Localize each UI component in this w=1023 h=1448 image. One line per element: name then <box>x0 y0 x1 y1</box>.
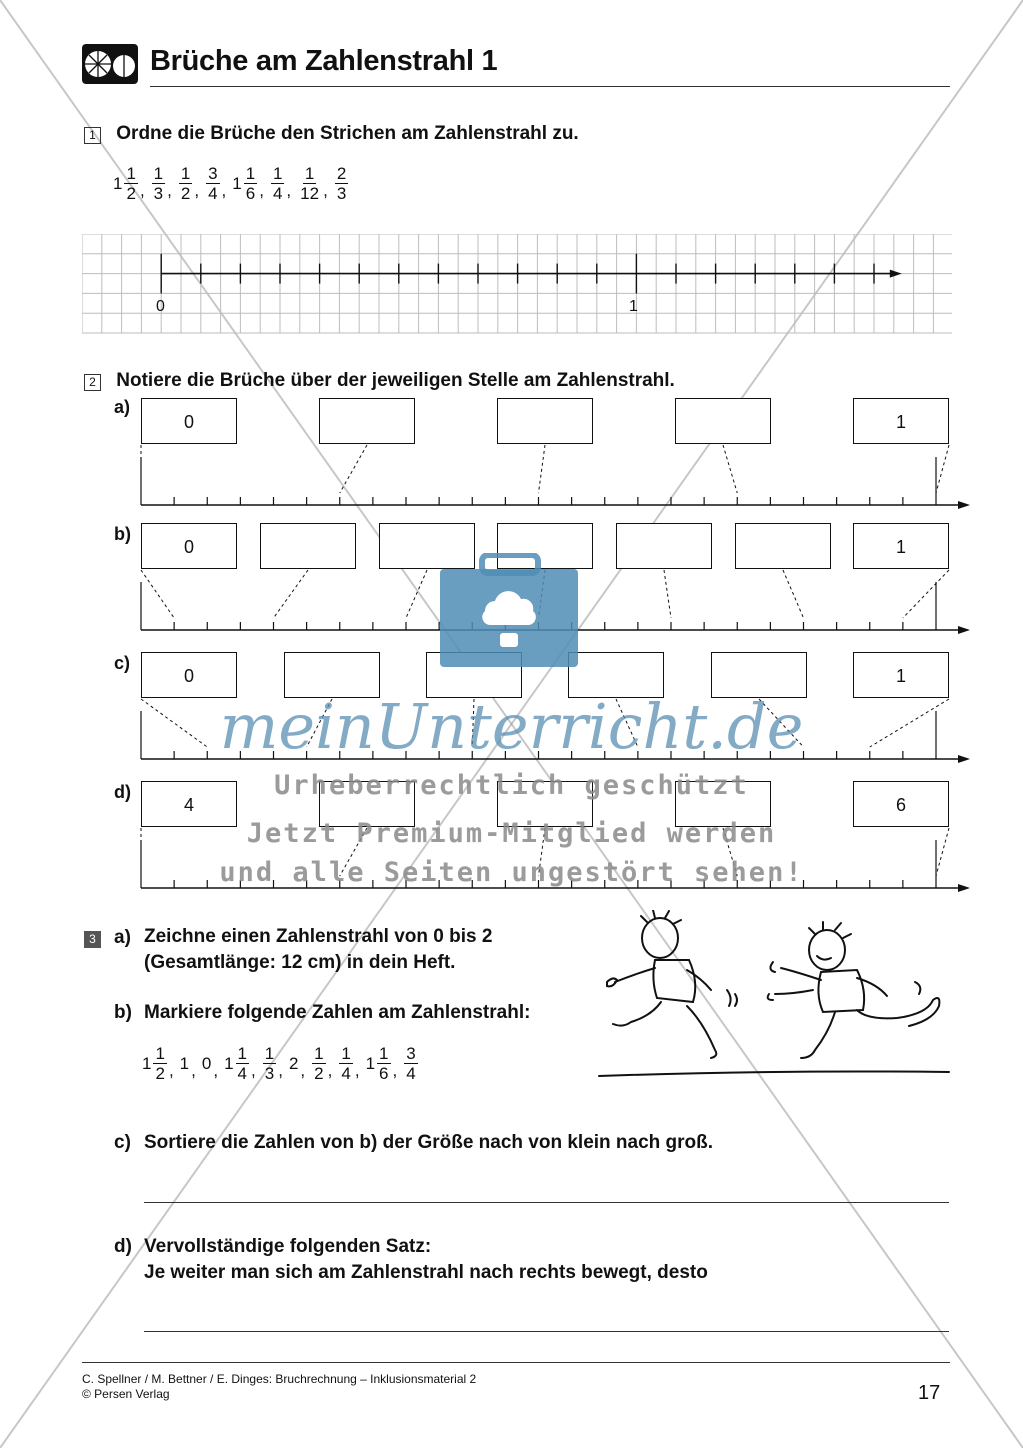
fraction <box>339 1044 352 1083</box>
numerator: 1 <box>304 164 315 183</box>
task2-instruction: Notiere die Brüche über der jeweiligen Stelle am Zahlenstrahl. <box>116 370 675 391</box>
task2-c-label: c) <box>114 653 131 673</box>
dashed-connector <box>936 445 949 493</box>
fraction <box>179 164 192 203</box>
dashed-connector <box>406 570 427 618</box>
pie-logo-icon <box>82 44 138 84</box>
numerator: 1 <box>237 1044 248 1063</box>
comma-separator: , <box>221 180 227 200</box>
box-c-start: 0 <box>141 652 237 698</box>
task2-b-label: b) <box>114 524 131 544</box>
comma-separator: , <box>286 180 292 200</box>
task3-d-line1: Vervollständige folgenden Satz: <box>144 1236 432 1257</box>
box-b-end: 1 <box>853 523 949 569</box>
whole-number: 1 <box>224 1053 234 1073</box>
axis-label-0: 0 <box>156 298 165 315</box>
numerator: 2 <box>336 164 347 183</box>
task3-d-label: d) <box>114 1236 132 1257</box>
comma-separator: , <box>392 1060 398 1080</box>
task1-grid-numberline <box>82 234 952 334</box>
dashed-connector <box>664 570 671 618</box>
denominator: 3 <box>336 184 347 203</box>
footer-publisher: © Persen Verlag <box>82 1387 170 1401</box>
comma-separator: , <box>167 180 172 200</box>
comma-separator: , <box>323 180 328 200</box>
box-c-end: 1 <box>853 652 949 698</box>
answer-line-c[interactable] <box>144 1202 949 1203</box>
fraction-item <box>338 1044 353 1083</box>
comma-separator: , <box>327 1060 333 1080</box>
denominator: 4 <box>208 184 218 203</box>
task3-a-line1: Zeichne einen Zahlenstrahl von 0 bis 2 <box>144 926 493 947</box>
fraction-item <box>142 1044 168 1083</box>
answer-box[interactable] <box>497 398 593 444</box>
numerator: 1 <box>126 164 136 183</box>
arrow-head <box>958 626 970 634</box>
numerator: 1 <box>245 164 256 183</box>
fraction <box>404 1044 417 1083</box>
whole-number: 1 <box>232 173 242 193</box>
comma-separator: , <box>300 1060 306 1080</box>
denominator: 2 <box>314 1064 324 1083</box>
page-title: Brüche am Zahlenstrahl 1 <box>150 45 498 77</box>
task3-a-label: a) <box>114 927 131 948</box>
dashed-connector <box>340 445 367 493</box>
task1-instruction: Ordne die Brüche den Strichen am Zahlenstrahl zu. <box>116 123 579 144</box>
comma-separator: , <box>139 180 145 200</box>
task3-d-line2: Je weiter man sich am Zahlenstrahl nach rechts bewegt, desto <box>144 1262 708 1283</box>
fraction-item <box>180 1054 190 1074</box>
task3-b-text: Markiere folgende Zahlen am Zahlenstrahl: <box>144 1002 531 1023</box>
fraction <box>377 1044 390 1083</box>
denominator: 3 <box>153 184 164 203</box>
fraction-item <box>270 164 285 203</box>
numerator: 1 <box>341 1044 351 1063</box>
watermark-line3: und alle Seiten ungestört sehen! <box>219 857 804 888</box>
numerator: 1 <box>155 1044 165 1063</box>
numerator: 3 <box>406 1044 416 1063</box>
comma-separator: , <box>278 1060 283 1080</box>
denominator: 2 <box>155 1064 165 1083</box>
box-a-start: 0 <box>141 398 237 444</box>
numerator: 3 <box>208 164 218 183</box>
watermark-brand: meinUnterricht.de <box>219 690 804 763</box>
fraction-item <box>224 1044 250 1083</box>
numerator: 1 <box>314 1044 324 1063</box>
task3-number: 3 <box>84 931 101 948</box>
denominator: 4 <box>406 1064 416 1083</box>
whole-number: 0 <box>201 1053 212 1073</box>
footer-divider <box>82 1362 950 1363</box>
fraction <box>236 1044 249 1083</box>
fraction-item <box>232 164 258 203</box>
fraction-item <box>289 1054 299 1074</box>
task3-c-text: Sortiere die Zahlen von b) der Größe nach von klein nach groß. <box>144 1132 714 1153</box>
briefcase-cloud-icon <box>440 553 580 673</box>
numerator: 1 <box>153 164 164 183</box>
comma-separator: , <box>354 1060 360 1080</box>
title-divider <box>150 86 950 87</box>
task3-c-label: c) <box>114 1132 131 1153</box>
comma-separator: , <box>213 1060 219 1080</box>
denominator: 2 <box>180 184 191 203</box>
task3-a <box>84 927 131 949</box>
watermark-line1: Urheberrechtlich geschützt <box>274 770 749 801</box>
fraction <box>263 1044 276 1083</box>
denominator: 4 <box>272 184 283 203</box>
denominator: 3 <box>264 1064 275 1083</box>
comma-separator: , <box>168 1060 174 1080</box>
fraction-item <box>311 1044 326 1083</box>
whole-number: 1 <box>365 1053 376 1073</box>
fraction-item <box>262 1044 277 1083</box>
answer-box[interactable] <box>319 398 415 444</box>
task3-number-list <box>142 1044 419 1083</box>
fraction <box>298 164 321 203</box>
fraction <box>153 1044 166 1083</box>
fraction-item <box>113 164 139 203</box>
whole-number: 1 <box>142 1053 152 1073</box>
watermark-line2: Jetzt Premium-Mitglied werden <box>246 818 777 849</box>
fraction <box>312 1044 325 1083</box>
task2-d-label: d) <box>114 782 131 802</box>
dashed-connector <box>141 570 174 618</box>
axis-label-1: 1 <box>629 298 638 315</box>
task1-number: 1 <box>84 127 101 144</box>
answer-box[interactable] <box>616 523 712 569</box>
whole-number: 1 <box>179 1053 190 1073</box>
denominator: 6 <box>245 184 256 203</box>
numerator: 1 <box>272 164 283 183</box>
denominator: 4 <box>237 1064 248 1083</box>
task3-a-text <box>144 924 492 976</box>
footer-credits <box>82 1372 476 1402</box>
task1-heading <box>84 123 579 145</box>
fraction <box>271 164 284 203</box>
task3-b-label: b) <box>114 1002 132 1023</box>
fraction-item <box>205 164 220 203</box>
numerator: 1 <box>379 1044 389 1063</box>
page-number: 17 <box>918 1382 941 1404</box>
fraction-item <box>178 164 193 203</box>
fraction-item <box>334 164 349 203</box>
fraction-item <box>151 164 166 203</box>
denominator: 6 <box>379 1064 389 1083</box>
fraction-item <box>202 1054 212 1074</box>
task2-number: 2 <box>84 374 101 391</box>
denominator: 12 <box>300 184 320 203</box>
task2-heading <box>84 370 675 392</box>
fraction-item <box>366 1044 392 1083</box>
dashed-connector <box>539 445 546 493</box>
arrow-head <box>890 270 902 278</box>
box-d-start: 4 <box>141 781 237 827</box>
fraction-item <box>403 1044 418 1083</box>
comma-separator: , <box>259 180 264 200</box>
comma-separator: , <box>194 180 200 200</box>
whole-number: 2 <box>288 1053 299 1073</box>
fraction-item <box>297 164 322 203</box>
answer-box[interactable] <box>260 523 356 569</box>
fraction <box>244 164 257 203</box>
denominator: 4 <box>341 1064 351 1083</box>
comma-separator: , <box>191 1060 196 1080</box>
fraction <box>206 164 219 203</box>
answer-box[interactable] <box>675 398 771 444</box>
box-a-end: 1 <box>853 398 949 444</box>
task3-a-line2: (Gesamtlänge: 12 cm) in dein Heft. <box>144 952 456 973</box>
fraction <box>335 164 348 203</box>
denominator: 2 <box>126 184 136 203</box>
whole-number: 1 <box>113 173 123 193</box>
footer-credit: C. Spellner / M. Bettner / E. Dinges: Bruchrechnung – Inklusionsmaterial 2 <box>82 1372 477 1386</box>
answer-line-d[interactable] <box>144 1331 949 1332</box>
arrow-head <box>958 501 970 509</box>
numerator: 1 <box>180 164 191 183</box>
task3-d-text <box>144 1234 708 1286</box>
box-d-end: 6 <box>853 781 949 827</box>
fraction <box>152 164 165 203</box>
answer-box[interactable] <box>735 523 831 569</box>
task1-fraction-list <box>113 164 349 203</box>
running-kids-illustration <box>595 910 955 1080</box>
comma-separator: , <box>251 1060 256 1080</box>
dashed-connector <box>903 570 949 618</box>
numerator: 1 <box>264 1044 275 1063</box>
dashed-connector <box>274 570 309 618</box>
box-b-start: 0 <box>141 523 237 569</box>
dashed-connector <box>723 445 737 493</box>
fraction <box>124 164 137 203</box>
task2-a-label: a) <box>114 397 131 417</box>
dashed-connector <box>783 570 804 618</box>
